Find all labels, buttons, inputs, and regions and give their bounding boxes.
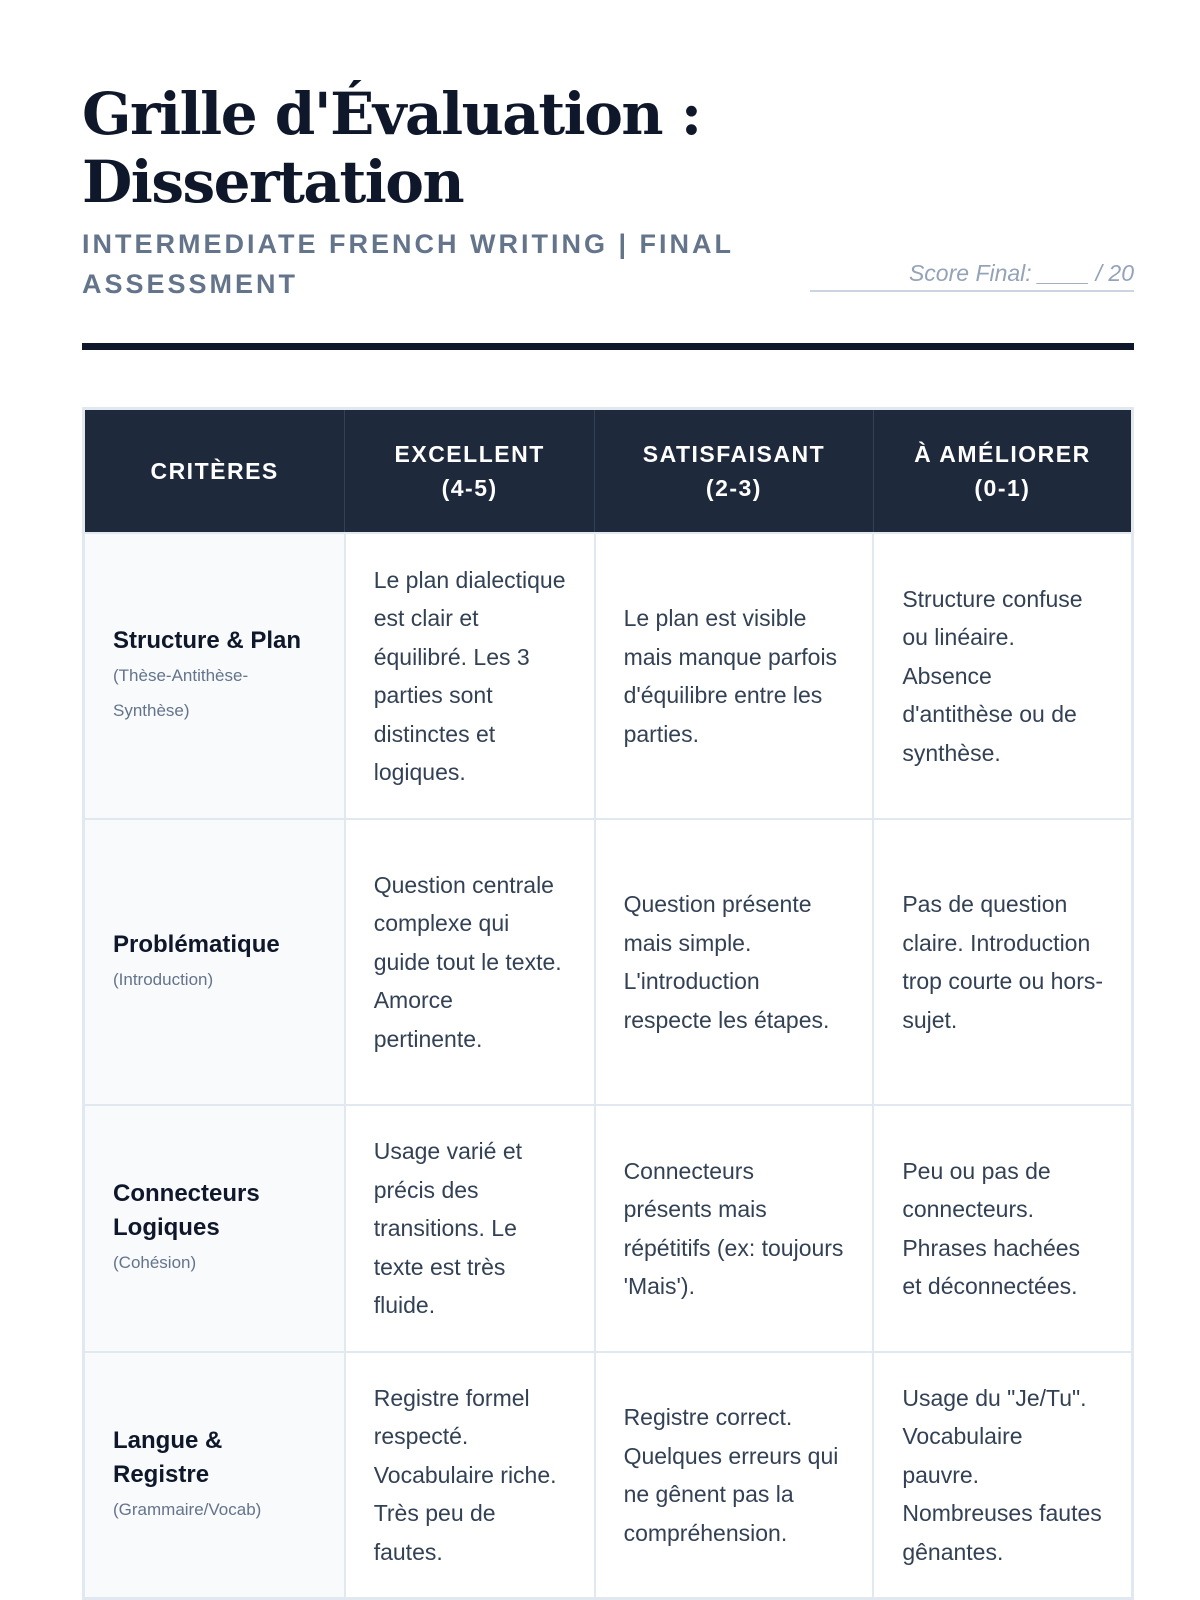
- final-score-field[interactable]: Score Final: ____ / 20: [810, 258, 1134, 292]
- criterion-detail: (Thèse-Antithèse-Synthèse): [113, 666, 249, 720]
- column-header-ameliorer: À AMÉLIORER (0-1): [873, 409, 1132, 534]
- header-divider: [82, 343, 1134, 350]
- ameliorer-cell: Usage du "Je/Tu". Vocabulaire pauvre. Nombreuses fautes gênantes.: [873, 1352, 1132, 1599]
- table-row: [84, 1352, 1133, 1599]
- satisfaisant-cell: Question présente mais simple. L'introduction respecte les étapes.: [595, 819, 874, 1105]
- criterion-cell: [84, 819, 345, 1105]
- criterion-cell: [84, 1105, 345, 1352]
- page-subtitle: INTERMEDIATE FRENCH WRITING | FINAL ASSESSMENT: [82, 229, 734, 299]
- criterion-cell: [84, 1352, 345, 1599]
- rubric-page: [82, 0, 1134, 1565]
- excellent-cell: Registre formel respecté. Vocabulaire riche. Très peu de fautes.: [345, 1352, 595, 1599]
- table-header-row: [84, 409, 1133, 534]
- page-header: [82, 0, 1134, 352]
- excellent-cell: Le plan dialectique est clair et équilibré. Les 3 parties sont distinctes et logiques.: [345, 533, 595, 819]
- table-row: [84, 819, 1133, 1105]
- criterion-detail: (Introduction): [113, 969, 214, 989]
- ameliorer-cell: Peu ou pas de connecteurs. Phrases hachées et déconnectées.: [873, 1105, 1132, 1352]
- criterion-name: Structure & Plan: [113, 627, 302, 654]
- column-header-excellent: EXCELLENT (4-5): [345, 409, 595, 534]
- rubric-table: [82, 407, 1134, 1600]
- excellent-cell: Usage varié et précis des transitions. Le texte est très fluide.: [345, 1105, 595, 1352]
- criterion-name: Connecteurs Logiques: [113, 1180, 260, 1241]
- table-row: [84, 1105, 1133, 1352]
- column-header-criteres: CRITÈRES: [84, 409, 345, 534]
- satisfaisant-cell: Registre correct. Quelques erreurs qui ne gênent pas la compréhension.: [595, 1352, 874, 1599]
- page-title: Grille d'Évaluation : Dissertation: [82, 80, 701, 216]
- ameliorer-cell: Pas de question claire. Introduction trop courte ou hors-sujet.: [873, 819, 1132, 1105]
- criterion-name: Problématique: [113, 930, 280, 958]
- criterion-cell: [84, 533, 345, 819]
- ameliorer-cell: Structure confuse ou linéaire. Absence d'antithèse ou de synthèse.: [873, 533, 1132, 819]
- table-row: [84, 533, 1133, 819]
- excellent-cell: Question centrale complexe qui guide tout le texte. Amorce pertinente.: [345, 819, 595, 1105]
- criterion-detail: (Grammaire/Vocab): [113, 1499, 262, 1519]
- criterion-detail: (Cohésion): [113, 1253, 197, 1272]
- satisfaisant-cell: Le plan est visible mais manque parfois d'équilibre entre les parties.: [595, 533, 874, 819]
- criterion-name: Langue & Registre: [113, 1426, 223, 1488]
- column-header-satisfaisant: SATISFAISANT (2-3): [595, 409, 874, 534]
- satisfaisant-cell: Connecteurs présents mais répétitifs (ex: toujours 'Mais').: [595, 1105, 874, 1352]
